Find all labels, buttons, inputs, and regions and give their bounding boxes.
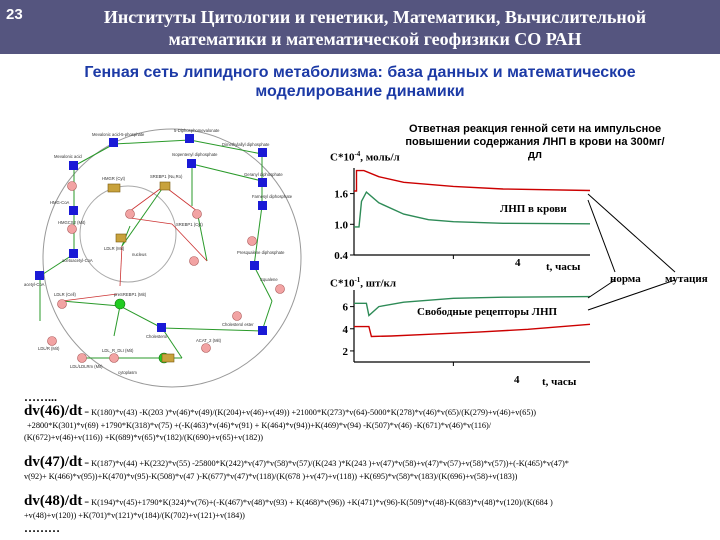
y-tick-label: 0.4 (334, 250, 348, 262)
network-label: acetyl-CoA (24, 282, 45, 287)
network-labels (24, 128, 293, 375)
legend-arrows (588, 194, 675, 310)
network-label: LDLR (Cell) (54, 292, 76, 297)
network-label: LDL/R (Mit) (38, 346, 60, 351)
eq1-line1 (24, 403, 714, 420)
arrow-norm-top (588, 200, 615, 272)
y-tick-label: 1.0 (334, 219, 348, 232)
network-label: cytoplasm (118, 370, 137, 375)
y-tick-label: 1.6 (334, 188, 348, 201)
eq2-name: dv(47)/dt (24, 454, 83, 470)
network-label: Mevalonic acid-5-phosphate (92, 132, 145, 137)
panel-top (334, 168, 590, 262)
slide-subtitle-line2: моделирование динамики (255, 83, 465, 100)
slide-number: 23 (6, 6, 23, 23)
network-label: LDL/LDLRm (Mit) (70, 364, 103, 369)
network-label: HMGR (Cyt) (102, 176, 126, 181)
eq2-line2: v(92)+ K(466)*v(95))+K(470)*v(95)-K(508)*v(47 )-K(677)*v(47)*v(118)/(K(678 )+v(47)+v(118)) +K(695)*v(58)*v(183)/(K(696)+v(58)+v(183)) (24, 472, 518, 481)
panel-top-ticks (334, 189, 453, 262)
eq3-rhs1: = K(194)*v(45)+1790*K(324)*v(76)+(-K(467)*v(48)*v(93) + K(468)*v(96)) +K(471)*v(96)-K(509)*v(48)-K(683)*v(48)*v(120)/(K(684 ) (82, 498, 553, 507)
network-label: LDLR (Mit) (104, 246, 125, 251)
series-line-mutation (354, 171, 590, 191)
panel-bottom-annotation: Свободные рецепторы ЛНП (417, 306, 558, 318)
network-red-edges (62, 186, 207, 301)
institutes-title-line2: математики и математической геофизики СО РАН (168, 29, 582, 49)
network-label: Presqualene diphosphate (237, 250, 285, 255)
network-blue-nodes (35, 134, 267, 335)
network-label: 5-Diphosphomevalonate (174, 128, 220, 133)
equations-block (24, 391, 714, 534)
panel-top-annotation: ЛНП в крови (500, 203, 567, 215)
network-label: Geranyl diphosphate (244, 172, 283, 177)
network-label: acetoacetyl-CoA (62, 258, 93, 263)
network-label: HMGCS2 (Mit) (58, 220, 86, 225)
network-label: LDL_R_DLI (Mit) (102, 348, 134, 353)
slide-subtitle (0, 63, 720, 101)
eq3-name: dv(48)/dt (24, 493, 83, 509)
eq3-line2: +v(48)+v(120)) +K(701)*v(121)*v(184)/(K(702)+v(121)+v(184)) (24, 511, 245, 520)
header-banner (0, 0, 720, 54)
eq1-rhs1: = K(180)*v(43) -K(203 )*v(46)*v(49)/(K(204)+v(46)+v(49)) +21000*K(273)*v(64)-5000*K(278)*v(46)*v(65)/(K(279)+v(46)+v(65)) (82, 408, 536, 417)
network-label: nucleus (132, 252, 147, 257)
panel-bottom-x-tick: 4 (514, 374, 520, 386)
panel-top-xlabel: t, часы (546, 261, 581, 273)
institutes-title (30, 6, 720, 50)
network-label: Mevalonic acid (54, 154, 82, 159)
eq1-line2: +2800*K(301)*v(69) +1790*K(318)*v(75) +(-K(463)*v(46)*v(91) + K(464)*v(94))+K(469)*v(94) -K(507)*v(46) -K(671)*v(46)*v(116)/ (27, 421, 492, 430)
network-label: HMG-CoA (50, 200, 70, 205)
panel-bottom-ylabel: $С*10^{-1}$, шт/кл (330, 276, 397, 290)
network-label: Dimethylallyl diphosphate (222, 142, 270, 147)
y-tick-label: 2 (342, 345, 348, 358)
network-label: Squalene (260, 277, 278, 282)
network-label: Farnesyl diphosphate (252, 194, 293, 199)
y-tick-label: 6 (342, 301, 348, 314)
eq1-line3: (K(672)+v(46)+v(116)) +K(689)*v(65)*v(182)/(K(690)+v(65)+v(182)) (24, 433, 263, 442)
network-label: ACAT_2 (Mit) (196, 338, 222, 343)
network-label: SREBP1 (Cyt) (176, 222, 203, 227)
legend-norm: норма (610, 273, 641, 285)
panel-top-series (354, 171, 590, 227)
network-label: SREBP1 (Nu,Ro) (150, 174, 183, 179)
network-label: Cholesterol ester (222, 322, 254, 327)
gene-network-diagram (22, 126, 322, 390)
y-tick-label: 4 (342, 323, 348, 336)
network-label: preSREBP1 (Mit) (114, 292, 147, 297)
equations-dots-top: ……... (24, 390, 57, 404)
eq2-rhs1: = K(187)*v(44) +K(232)*v(55) -25800*K(242)*v(47)*v(58)*v(57)/(K(243 )*K(243 )+v(47)*v(58)+v(47)*v(57)+v(58)*v(57))+(-K(465)*v(47)* (82, 459, 569, 468)
eq3-line1 (24, 493, 714, 510)
series-line-mutation (354, 324, 590, 336)
network-label: Isopentenyl diphosphate (172, 152, 218, 157)
network-nucleus-outline (80, 186, 176, 282)
institutes-title-line1: Институты Цитологии и генетики, Математики, Вычислительной (103, 7, 647, 27)
slide-subtitle-line1: Генная сеть липидного метаболизма: база данных и математическое (84, 64, 636, 81)
panel-top-ylabel: $С*10^{-4}$, моль/л (330, 150, 400, 164)
panel-bottom-xlabel: t, часы (542, 376, 577, 388)
panel-bottom (343, 290, 591, 366)
panel-top-x-tick: 4 (515, 257, 521, 269)
eq2-line1 (24, 454, 714, 471)
network-label: Cholesterol (146, 334, 168, 339)
eq1-name: dv(46)/dt (24, 403, 83, 419)
arrow-mut-top (588, 194, 675, 272)
chart-title: Ответная реакция генной сети на импульсное повышении содержания ЛНП в крови на 300мг/дл (405, 123, 665, 161)
legend-mutation: мутация (665, 273, 708, 285)
equations-dots-bottom: ……… (24, 521, 60, 535)
